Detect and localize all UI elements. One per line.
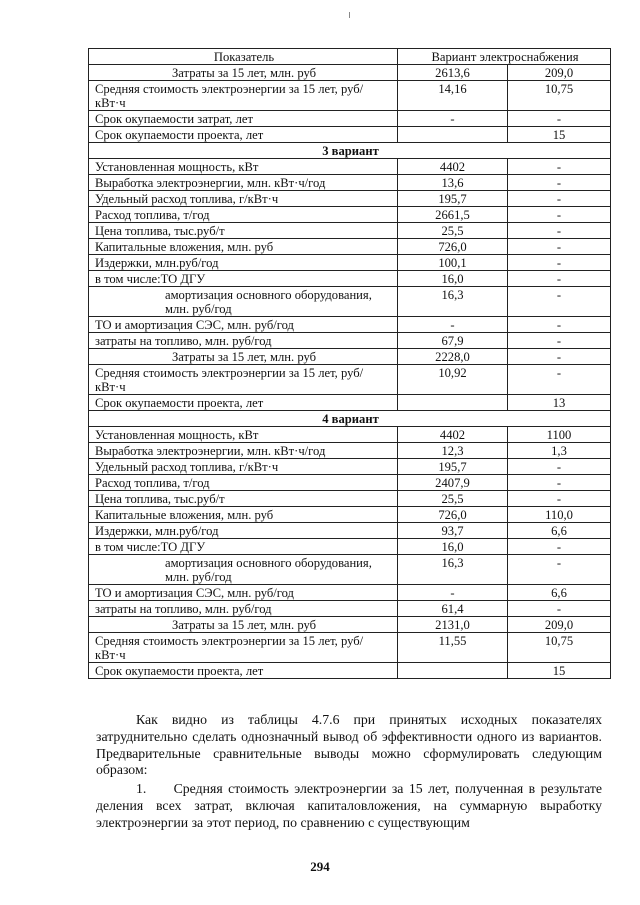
value-variant-b: 1,3 (508, 443, 611, 459)
value-variant-a: 16,3 (398, 555, 508, 585)
value-variant-a: 2613,6 (398, 65, 508, 81)
value-variant-b: 10,75 (508, 81, 611, 111)
row-label: ТО и амортизация СЭС, млн. руб/год (89, 317, 398, 333)
header-indicator: Показатель (89, 49, 398, 65)
value-variant-b: 10,75 (508, 633, 611, 663)
value-variant-a: 4402 (398, 159, 508, 175)
value-variant-a: 67,9 (398, 333, 508, 349)
table-row (89, 159, 611, 175)
table-row (89, 333, 611, 349)
value-variant-b: - (508, 601, 611, 617)
row-label: Средняя стоимость электроэнергии за 15 лет, руб/кВт·ч (89, 81, 398, 111)
value-variant-a (398, 127, 508, 143)
page-number: 294 (310, 859, 330, 874)
value-variant-b: - (508, 191, 611, 207)
value-variant-a: 100,1 (398, 255, 508, 271)
value-variant-a: 195,7 (398, 191, 508, 207)
table-row (89, 239, 611, 255)
value-variant-a: 61,4 (398, 601, 508, 617)
row-label: Срок окупаемости затрат, лет (89, 111, 398, 127)
row-label: Цена топлива, тыс.руб/т (89, 223, 398, 239)
paragraph-point-1: 1. Средняя стоимость электроэнергии за 15 лет, полученная в результате деления всех затрат, включая капиталовложения, на суммарную выработку электроэнергии за этот период, по сравнению с существующим (96, 781, 602, 830)
value-variant-a: 12,3 (398, 443, 508, 459)
table-row (89, 443, 611, 459)
table-row (89, 207, 611, 223)
value-variant-b: 209,0 (508, 65, 611, 81)
table-row (89, 287, 611, 317)
table-row (89, 395, 611, 411)
row-label: затраты на топливо, млн. руб/год (89, 601, 398, 617)
table-row (89, 539, 611, 555)
value-variant-b: - (508, 555, 611, 585)
value-variant-b: - (508, 491, 611, 507)
value-variant-b: - (508, 239, 611, 255)
table-row (89, 255, 611, 271)
value-variant-b: - (508, 287, 611, 317)
table-row (89, 65, 611, 81)
value-variant-b: - (508, 317, 611, 333)
table-row (89, 223, 611, 239)
value-variant-a: 195,7 (398, 459, 508, 475)
row-label: Удельный расход топлива, г/кВт·ч (89, 459, 398, 475)
table-row (89, 191, 611, 207)
row-label: Капитальные вложения, млн. руб (89, 239, 398, 255)
value-variant-a: 726,0 (398, 239, 508, 255)
value-variant-a: 13,6 (398, 175, 508, 191)
row-label: амортизация основного оборудования, млн. руб/год (89, 555, 398, 585)
value-variant-a: 16,3 (398, 287, 508, 317)
table-header-row (89, 49, 611, 65)
value-variant-a: 93,7 (398, 523, 508, 539)
table-row (89, 175, 611, 191)
row-label: Удельный расход топлива, г/кВт·ч (89, 191, 398, 207)
table-row (89, 271, 611, 287)
value-variant-b: - (508, 539, 611, 555)
header-variant: Вариант электроснабжения (398, 49, 611, 65)
row-label: амортизация основного оборудования, млн. руб/год (89, 287, 398, 317)
row-label: Установленная мощность, кВт (89, 427, 398, 443)
row-label: Средняя стоимость электроэнергии за 15 лет, руб/кВт·ч (89, 633, 398, 663)
value-variant-b: - (508, 475, 611, 491)
scan-speck (349, 12, 350, 18)
table-row (89, 127, 611, 143)
value-variant-b: - (508, 333, 611, 349)
value-variant-a: 726,0 (398, 507, 508, 523)
value-variant-a: 2131,0 (398, 617, 508, 633)
row-label: Срок окупаемости проекта, лет (89, 127, 398, 143)
value-variant-b: - (508, 159, 611, 175)
value-variant-a: 16,0 (398, 271, 508, 287)
value-variant-b: - (508, 223, 611, 239)
value-variant-b: - (508, 459, 611, 475)
table-row (89, 81, 611, 111)
value-variant-a: - (398, 585, 508, 601)
table-row (89, 491, 611, 507)
table-row (89, 459, 611, 475)
value-variant-b: 1100 (508, 427, 611, 443)
value-variant-b: - (508, 365, 611, 395)
row-label: Установленная мощность, кВт (89, 159, 398, 175)
table-row (89, 633, 611, 663)
row-label: Цена топлива, тыс.руб/т (89, 491, 398, 507)
row-label: Выработка электроэнергии, млн. кВт·ч/год (89, 443, 398, 459)
value-variant-b: - (508, 207, 611, 223)
value-variant-a: 2407,9 (398, 475, 508, 491)
value-variant-a: 2661,5 (398, 207, 508, 223)
row-label: ТО и амортизация СЭС, млн. руб/год (89, 585, 398, 601)
value-variant-a: 16,0 (398, 539, 508, 555)
section-title: 4 вариант (89, 411, 611, 427)
value-variant-b: 15 (508, 127, 611, 143)
value-variant-b: 15 (508, 663, 611, 679)
value-variant-a: 2228,0 (398, 349, 508, 365)
value-variant-a: 14,16 (398, 81, 508, 111)
value-variant-a: 25,5 (398, 491, 508, 507)
value-variant-b: 6,6 (508, 523, 611, 539)
table-row (89, 601, 611, 617)
row-label: Капитальные вложения, млн. руб (89, 507, 398, 523)
row-label: Затраты за 15 лет, млн. руб (89, 65, 398, 81)
value-variant-a: 10,92 (398, 365, 508, 395)
row-label: Средняя стоимость электроэнергии за 15 лет, руб/кВт·ч (89, 365, 398, 395)
value-variant-a (398, 395, 508, 411)
table-row (89, 663, 611, 679)
row-label: Затраты за 15 лет, млн. руб (89, 617, 398, 633)
table-row (89, 585, 611, 601)
table-row (89, 507, 611, 523)
row-label: Выработка электроэнергии, млн. кВт·ч/год (89, 175, 398, 191)
row-label: Затраты за 15 лет, млн. руб (89, 349, 398, 365)
row-label: в том числе:ТО ДГУ (89, 539, 398, 555)
table-row (89, 617, 611, 633)
section-header-row (89, 143, 611, 159)
table-row (89, 111, 611, 127)
table-row (89, 365, 611, 395)
row-label: Срок окупаемости проекта, лет (89, 663, 398, 679)
section-title: 3 вариант (89, 143, 611, 159)
row-label: затраты на топливо, млн. руб/год (89, 333, 398, 349)
row-label: Издержки, млн.руб/год (89, 255, 398, 271)
table-row (89, 475, 611, 491)
value-variant-b: 209,0 (508, 617, 611, 633)
value-variant-a: 11,55 (398, 633, 508, 663)
value-variant-b: - (508, 271, 611, 287)
value-variant-a: 4402 (398, 427, 508, 443)
section-header-row (89, 411, 611, 427)
value-variant-b: 6,6 (508, 585, 611, 601)
table-row (89, 523, 611, 539)
value-variant-a: 25,5 (398, 223, 508, 239)
value-variant-b: - (508, 111, 611, 127)
paragraph-conclusion-intro: Как видно из таблицы 4.7.6 при принятых исходных показателях затруднительно сделать однозначный вывод об эффективности одного из вариантов. Предварительные сравнительные выводы можно сформулировать следующим образом: (96, 712, 602, 778)
value-variant-a (398, 663, 508, 679)
table-row (89, 317, 611, 333)
row-label: в том числе:ТО ДГУ (89, 271, 398, 287)
value-variant-b: 13 (508, 395, 611, 411)
table-row (89, 349, 611, 365)
table-row (89, 555, 611, 585)
table-row (89, 427, 611, 443)
row-label: Расход топлива, т/год (89, 475, 398, 491)
value-variant-a: - (398, 111, 508, 127)
value-variant-b: - (508, 175, 611, 191)
row-label: Издержки, млн.руб/год (89, 523, 398, 539)
value-variant-a: - (398, 317, 508, 333)
value-variant-b: - (508, 255, 611, 271)
value-variant-b: 110,0 (508, 507, 611, 523)
row-label: Срок окупаемости проекта, лет (89, 395, 398, 411)
comparison-table (88, 48, 611, 679)
value-variant-b: - (508, 349, 611, 365)
row-label: Расход топлива, т/год (89, 207, 398, 223)
